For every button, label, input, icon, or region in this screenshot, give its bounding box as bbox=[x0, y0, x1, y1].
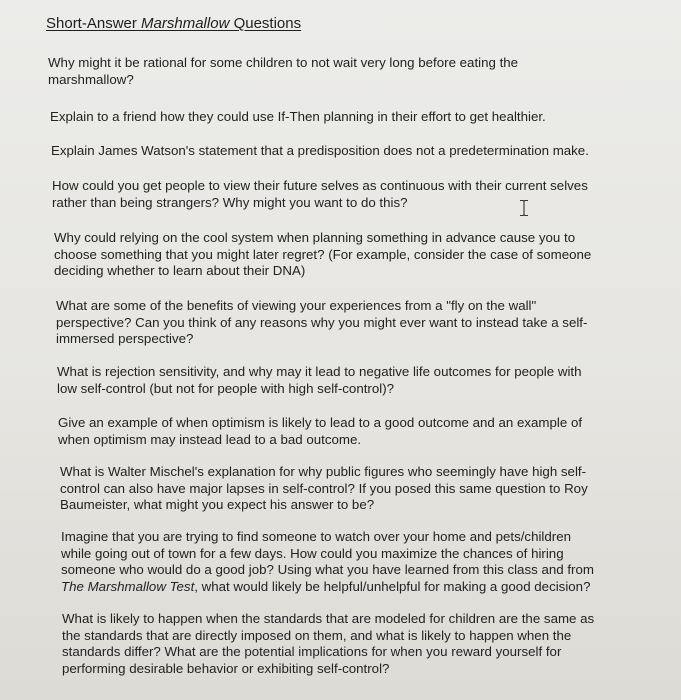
question-line: What is rejection sensitivity, and why may it lead to negative life outcomes for people with bbox=[57, 364, 582, 379]
question-line: the standards that are directly imposed on them, and what is likely to happen when the bbox=[62, 627, 572, 643]
title-suffix: Questions bbox=[229, 15, 302, 32]
question-line: choose something that you might later regret? (For example, consider the case of someone bbox=[54, 246, 592, 262]
question-9 bbox=[60, 464, 588, 514]
question-3 bbox=[51, 143, 589, 160]
book-title: The Marshmallow Test bbox=[61, 578, 195, 594]
question-line: standards differ? What are the potential implications for when you reward yourself for bbox=[62, 644, 562, 660]
text-cursor-icon bbox=[518, 199, 530, 217]
question-line: Explain James Watson's statement that a predisposition does not a predetermination make. bbox=[51, 143, 589, 158]
question-line: marshmallow? bbox=[48, 71, 134, 87]
question-5 bbox=[54, 230, 591, 280]
question-line: control can also have major lapses in self-control? If you posed this same question to Roy bbox=[60, 480, 588, 496]
title-italic: Marshmallow bbox=[141, 15, 230, 32]
question-line: when optimism may instead lead to a bad outcome. bbox=[58, 431, 362, 447]
question-line: Baumeister, what might you expect his answer to be? bbox=[60, 497, 375, 513]
question-line: Imagine that you are trying to find someone to watch over your home and pets/children bbox=[61, 529, 572, 544]
question-10 bbox=[61, 529, 594, 595]
question-line: What is Walter Mischel's explanation for why public figures who seemingly have high self- bbox=[60, 464, 587, 479]
question-line: while going out of town for a few days. How could you maximize the chances of hiring bbox=[61, 545, 564, 561]
question-line: someone who would do a good job? Using what you have learned from this class and from bbox=[61, 562, 594, 578]
question-line: performing desirable behavior or exhibiting self-control? bbox=[62, 660, 390, 676]
question-6 bbox=[56, 298, 587, 348]
question-4 bbox=[52, 178, 588, 211]
question-2 bbox=[50, 109, 546, 126]
page-title bbox=[46, 15, 301, 32]
question-8 bbox=[58, 415, 582, 448]
question-line: perspective? Can you think of any reasons why you might ever want to instead take a self- bbox=[56, 314, 588, 330]
question-line: immersed perspective? bbox=[56, 331, 194, 347]
question-line: How could you get people to view their future selves as continuous with their current selves bbox=[52, 178, 588, 193]
question-line: Why might it be rational for some children to not wait very long before eating the bbox=[48, 55, 519, 70]
question-7 bbox=[57, 364, 582, 397]
question-line: Explain to a friend how they could use If-Then planning in their effort to get healthier. bbox=[50, 109, 546, 124]
question-11 bbox=[62, 611, 594, 677]
title-prefix: Short-Answer bbox=[46, 15, 142, 32]
question-line: Why could relying on the cool system when planning something in advance cause you to bbox=[54, 230, 576, 245]
question-line-last bbox=[61, 579, 594, 596]
question-1 bbox=[48, 55, 518, 88]
question-line: What is likely to happen when the standards that are modeled for children are the same as bbox=[62, 611, 595, 626]
question-line: Give an example of when optimism is likely to lead to a good outcome and an example of bbox=[58, 415, 583, 430]
question-line: What are some of the benefits of viewing your experiences from a "fly on the wall" bbox=[56, 298, 537, 313]
question-line-rest: , what would likely be helpful/unhelpful for making a good decision? bbox=[194, 578, 591, 594]
question-line: deciding whether to learn about their DNA) bbox=[54, 263, 306, 279]
question-line: low self-control (but not for people with high self-control)? bbox=[57, 380, 395, 396]
question-line: rather than being strangers? Why might you want to do this? bbox=[52, 194, 408, 210]
